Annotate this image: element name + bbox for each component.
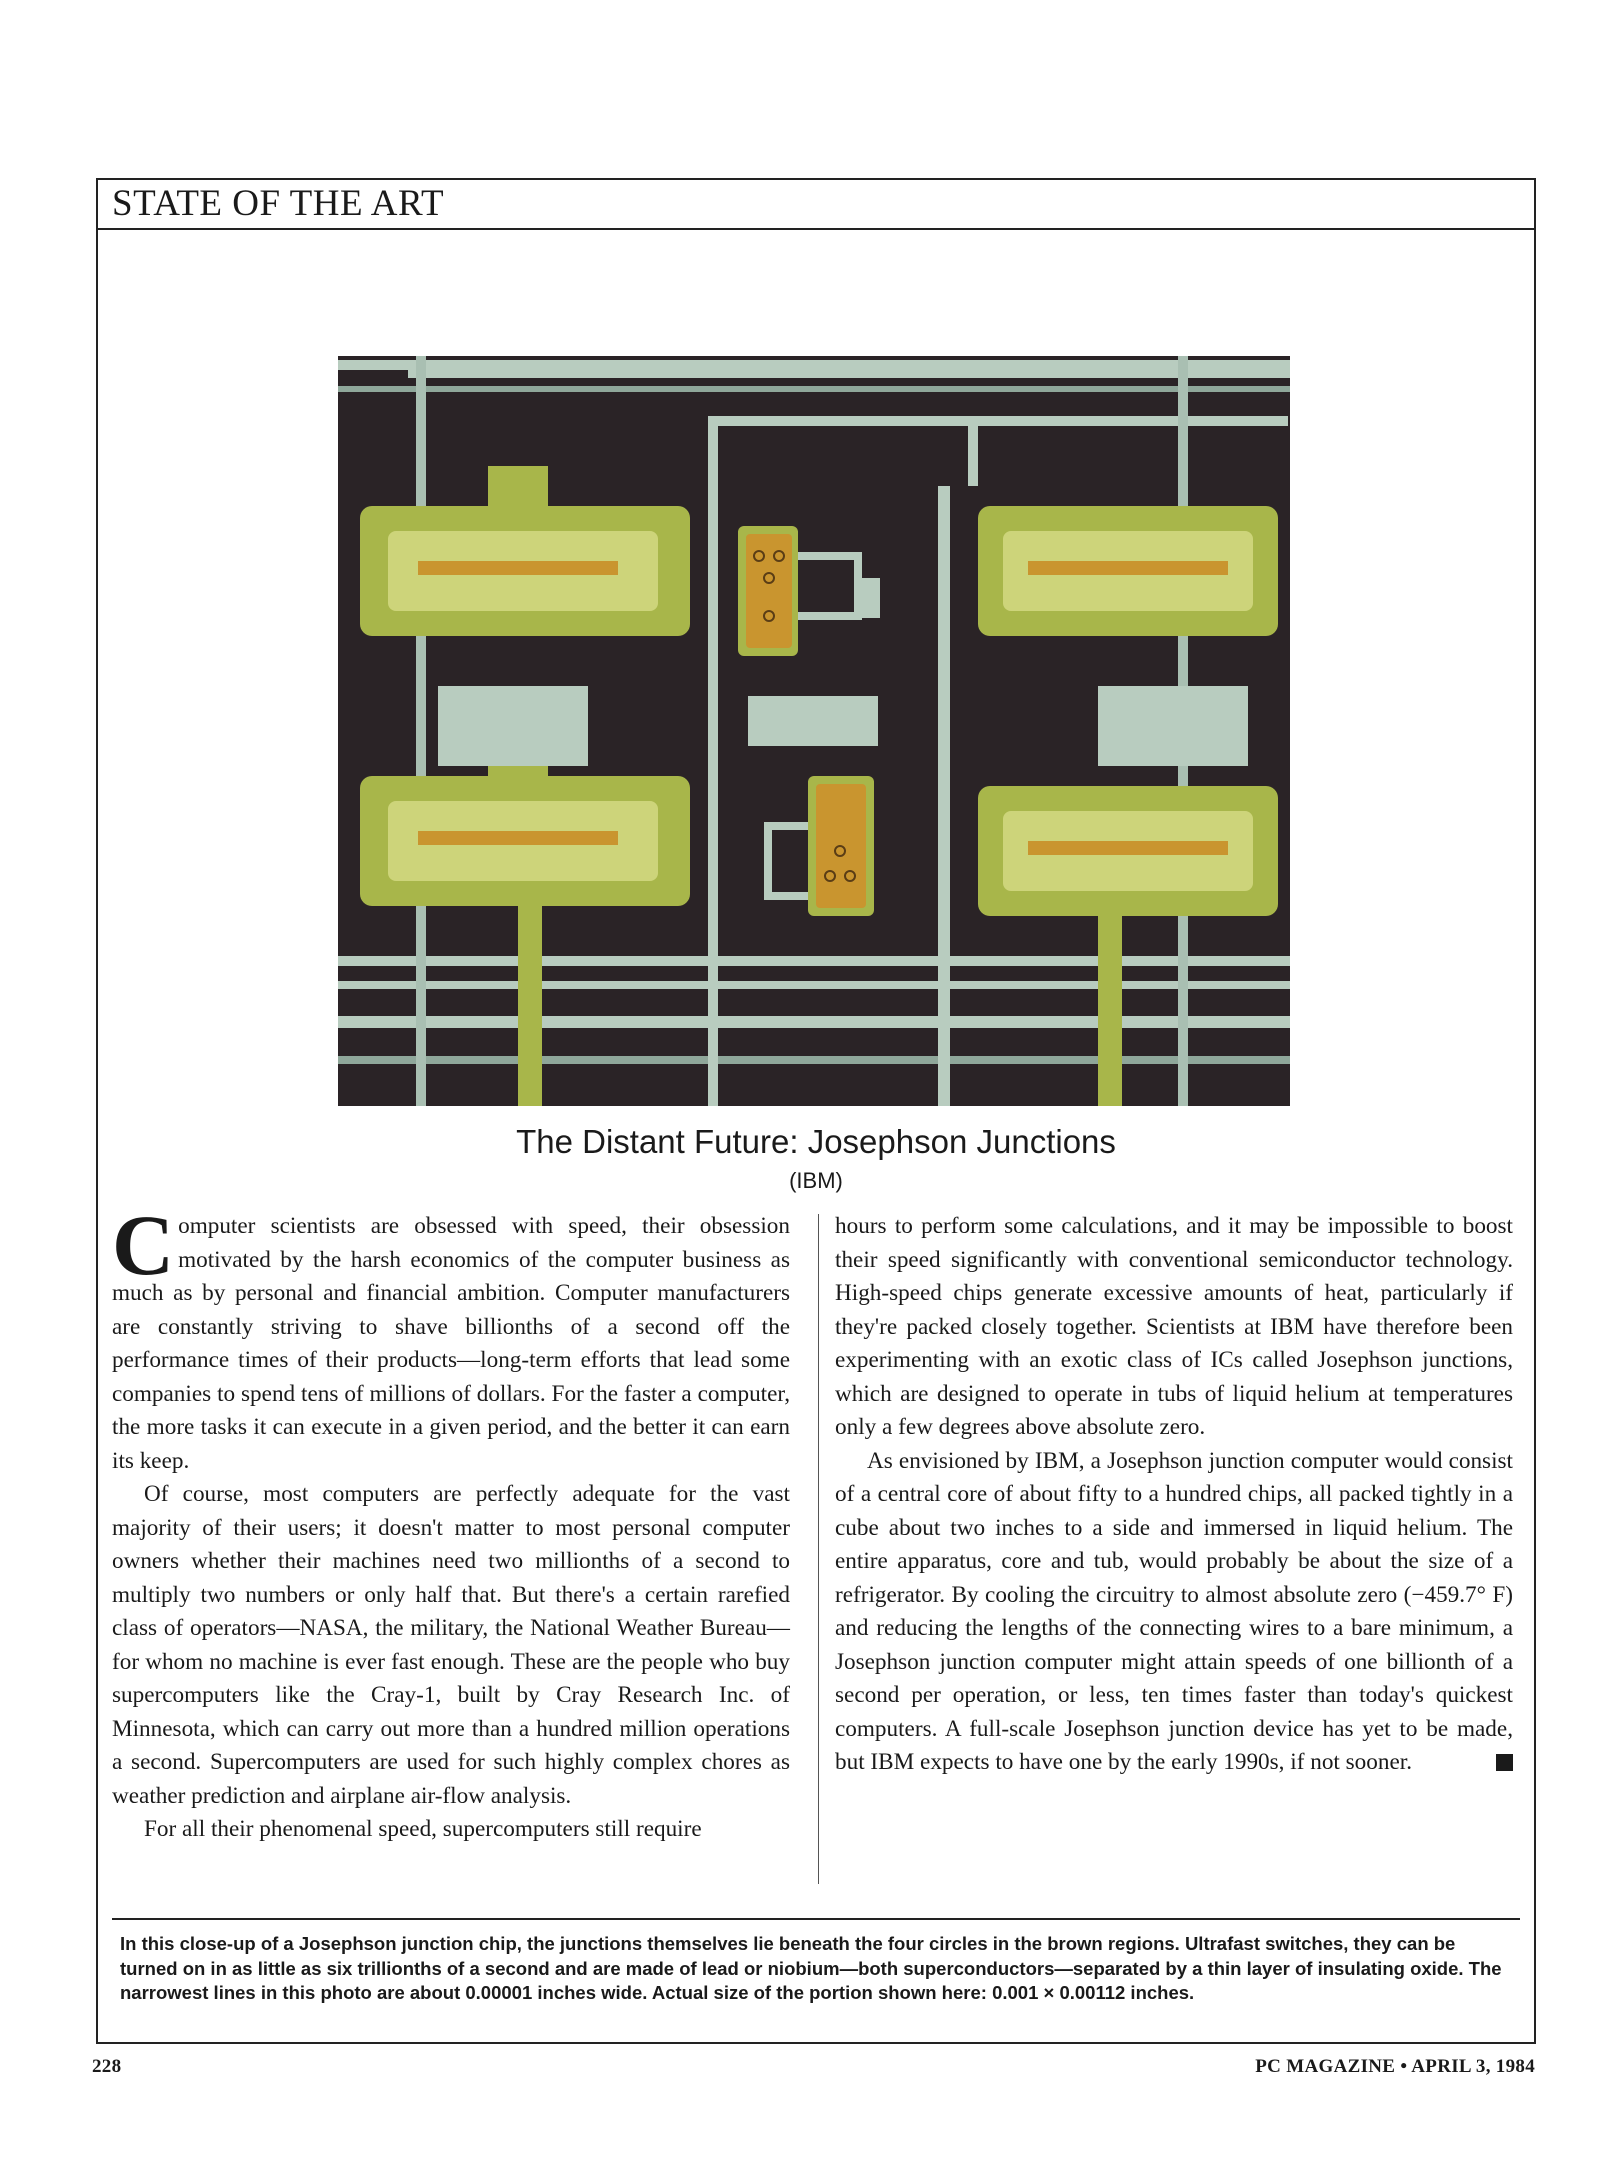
photo-note: In this close-up of a Josephson junction chip, the junctions themselves lie beneath the four circles in the brown regions. Ultrafast switches, they can be turned on in as little as six trillionths of a second and are made of lead or niobium—both superconductors—separated by a thin layer of insulating oxide. The narrowest lines in this photo are about 0.00001 inches wide. Actual size of the portion shown here: 0.001 × 0.00112 inches. xyxy=(120,1933,1502,2003)
page-number: 228 xyxy=(92,2056,122,2077)
issue-line: PC MAGAZINE • APRIL 3, 1984 xyxy=(1255,2056,1535,2077)
josephson-chip-image xyxy=(338,356,1290,1106)
figure-credit: (IBM) xyxy=(789,1168,843,1193)
section-title: STATE OF THE ART xyxy=(98,180,1534,230)
chip-photo xyxy=(338,356,1290,1106)
figure-title: The Distant Future: Josephson Junctions xyxy=(516,1123,1116,1160)
article-column-right xyxy=(835,1210,1513,1780)
drop-cap: C xyxy=(112,1197,175,1293)
end-mark-icon xyxy=(1496,1754,1513,1771)
paragraph-2: Of course, most computers are perfectly adequate for the vast majority of their users; it doesn't matter to most personal computer owners whether their machines need two millionths of a second to multiply two numbers or only half that. But there's a certain rarefied class of operators—NASA, the military, the National Weather Bureau—for whom no machine is ever fast enough. These are the people who buy supercomputers like the Cray-1, built by Cray Research Inc. of Minnesota, which can carry out more than a hundred million operations a second. Supercomputers are used for such highly complex chores as weather prediction and airplane air-flow analysis. xyxy=(112,1481,790,1809)
column-divider xyxy=(818,1214,819,1884)
paragraph-3: For all their phenomenal speed, supercomputers still require xyxy=(144,1816,702,1842)
paragraph-5: As envisioned by IBM, a Josephson junction computer would consist of a central core of about fifty to a hundred chips, all packed tightly in a cube about two inches to a side and immersed in liquid helium. The entire apparatus, core and tub, would probably be about the size of a refrigerator. By cooling the circuitry to almost absolute zero (−459.7° F) and reducing the lengths of the connecting wires to a bare minimum, a Josephson junction computer might attain speeds of one billionth of a second per operation, or less, ten times faster than today's quickest computers. A full-scale Josephson junction device has yet to be made, but IBM expects to have one by the early 1990s, if not sooner. xyxy=(835,1447,1513,1775)
note-divider xyxy=(112,1918,1520,1920)
paragraph-4: hours to perform some calculations, and it may be impossible to boost their speed significantly with conventional semiconductor technology. High-speed chips generate excessive amounts of heat, particularly if they're packed closely together. Scientists at IBM have therefore been experimenting with an exotic class of ICs called Josephson junctions, which are designed to operate in tubs of liquid helium at temperatures only a few degrees above absolute zero. xyxy=(835,1213,1513,1440)
article-frame xyxy=(96,178,1536,2044)
paragraph-1: Computer scientists are obsessed with speed, their obsession motivated by the harsh economics of the computer business as much as by personal and financial ambition. Computer manufacturers are constantly striving to shave billionths of a second off the performance times of their products—long-term efforts that lead some companies to spend tens of millions of dollars. For the faster a computer, the more tasks it can execute in a given period, and the better it can earn its keep. xyxy=(112,1197,790,1474)
article-column-left xyxy=(112,1197,790,1847)
